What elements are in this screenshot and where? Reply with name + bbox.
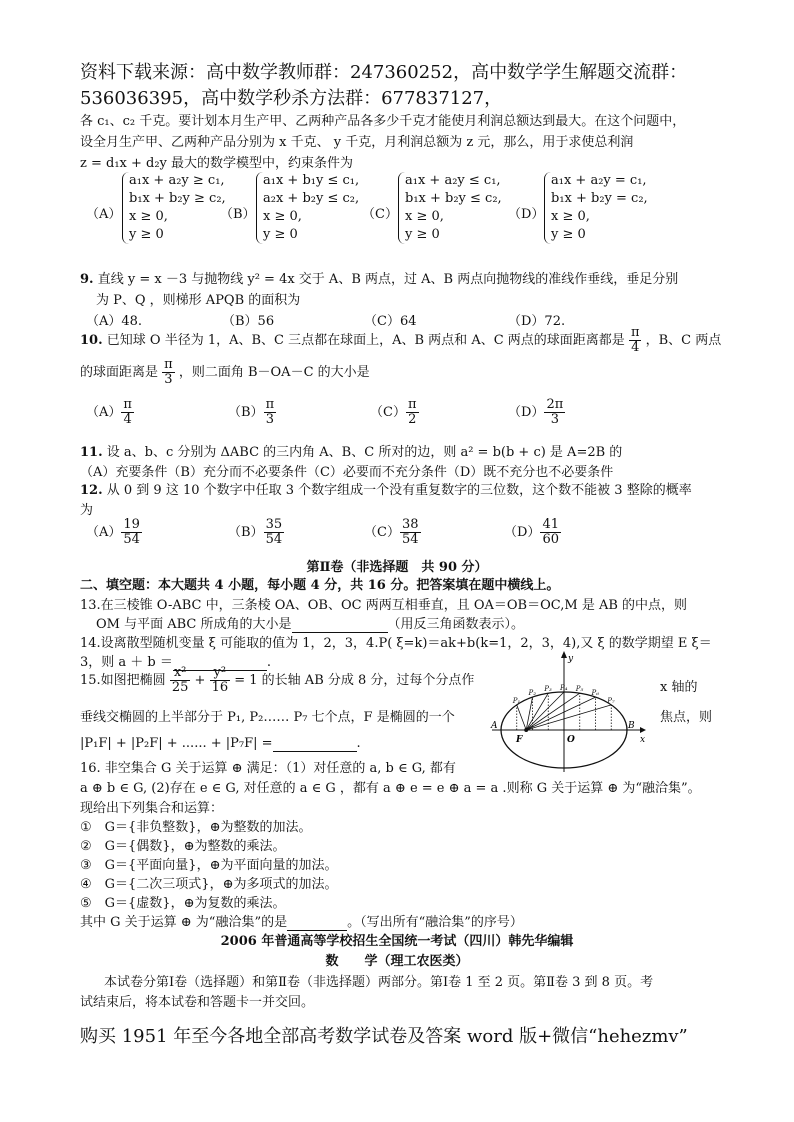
q15-fraction-y <box>210 666 231 695</box>
header-line-2: 536036395，高中数学秒杀方法群：677837127， <box>80 88 503 109</box>
exam-intro-line-1: 本试卷分第Ⅰ卷（选择题）和第Ⅱ卷（非选择题）两部分。第Ⅰ卷 1 至 2 页。第Ⅱ卷 3 到 8 页。考 <box>104 975 654 990</box>
option-fraction <box>540 518 561 547</box>
q8-option-b-system <box>256 172 359 244</box>
option-fraction <box>264 398 277 427</box>
numerator: π <box>630 325 640 340</box>
q8-option-d-label: （D） <box>508 207 545 222</box>
header-line-1: 资料下载来源：高中数学教师群：247360252，高中数学学生解题交流群： <box>80 62 688 83</box>
numerator: π <box>265 397 275 412</box>
part-2-title: 第Ⅱ卷（非选择题 共 90 分） <box>306 560 488 575</box>
q16-line-2: a ⊕ b ∈ G, (2)存在 e ∈ G, 对任意的 a ∈ G ，都有 a ⊕ e = e ⊕ a = a .则称 G 关于运算 ⊕ 为“融洽集”。 <box>80 781 701 796</box>
q8-c-row: b₁x + b₂y ≤ c₂, <box>405 191 502 206</box>
numerator: 38 <box>401 517 419 532</box>
q8-a-row: y ≥ 0 <box>129 227 164 242</box>
q10-fraction-1 <box>629 326 642 355</box>
q10-option-b <box>228 398 276 427</box>
q15-answer-blank[interactable] <box>273 736 357 752</box>
point-label-p4: P₄ <box>560 684 568 692</box>
q8-c-row: x ≥ 0, <box>405 209 444 224</box>
q16-item-5: ⑤ G＝{虚数}，⊕为复数的乘法。 <box>80 896 286 911</box>
denominator: 3 <box>265 412 274 427</box>
q10-option-a <box>86 398 134 427</box>
q15-text-c: x 轴的 <box>660 680 698 695</box>
q16-item-3: ③ G＝{平面向量}，⊕为平面向量的加法。 <box>80 858 338 873</box>
q8-c-row: a₁x + a₂y ≤ c₁, <box>405 173 501 188</box>
q12-line-1 <box>80 479 692 498</box>
option-label: （C） <box>364 525 400 540</box>
q8-a-row: a₁x + a₂y ≥ c₁, <box>129 173 225 188</box>
point-label-p1: P₁ <box>512 696 521 705</box>
option-fraction <box>406 398 419 427</box>
q15-fraction-x <box>170 666 191 695</box>
q8-option-b-label: （B） <box>220 207 256 222</box>
q16-item-4: ④ G＝{二次三项式}，⊕为多项式的加法。 <box>80 877 338 892</box>
q10-line-2 <box>80 358 370 387</box>
q16-item-2: ② G＝{偶数}，⊕为整数的乘法。 <box>80 839 286 854</box>
q16-text-b: 。（写出所有“融洽集”的序号） <box>347 915 523 930</box>
q15-text-b: = 1 的长轴 AB 分成 8 分，过每个分点作 <box>234 673 475 688</box>
numerator: 19 <box>123 517 140 532</box>
q16-item-1: ① G＝{非负整数}，⊕为整数的加法。 <box>80 820 312 835</box>
q15-period: . <box>356 736 361 751</box>
point-label-p2: P₂ <box>528 689 537 698</box>
q15-plus: + <box>194 673 206 688</box>
q8-option-c-system <box>398 172 502 244</box>
q12-option-a <box>86 518 142 547</box>
fill-in-section-heading: 二、填空题：本大题共 4 小题，每小题 4 分，共 16 分。把答案填在题中横线上。 <box>80 578 560 593</box>
option-label: （A） <box>86 525 122 540</box>
q8-b-row: y ≥ 0 <box>263 227 298 242</box>
exam-intro-line-2: 试结束后，将本试卷和答题卡一并交回。 <box>80 995 315 1010</box>
q9-option-a: （A）48. <box>86 314 143 329</box>
denominator: 25 <box>171 680 189 695</box>
denominator: 60 <box>542 532 559 547</box>
q14-text-b: . <box>266 655 272 670</box>
option-label: （B） <box>228 405 264 420</box>
q10-line-1 <box>80 326 721 355</box>
q8-b-row: a₂x + b₂y ≤ c₂, <box>263 191 360 206</box>
q8-line-3: z = d₁x + d₂y 最大的数学模型中，约束条件为 <box>80 156 354 171</box>
q9-option-d: （D）72. <box>508 314 566 329</box>
q8-option-a-system <box>122 172 226 244</box>
denominator: 4 <box>123 412 132 427</box>
focal-segment <box>517 705 526 730</box>
q8-d-row: a₁x + a₂y = c₁, <box>551 173 647 188</box>
q12-number: 12. <box>80 483 103 498</box>
q16-line-3: 现给出下列集合和运算： <box>80 801 224 816</box>
label-b: B <box>628 721 635 731</box>
footer-ad: 购买 1951 年至今各地全部高考数学试卷及答案 word 版+微信“hehezmv” <box>80 1026 688 1047</box>
q13-text-b: （用反三角函数表示）。 <box>387 617 525 632</box>
option-label: （A） <box>86 405 122 420</box>
option-fraction <box>121 518 142 547</box>
x-axis-arrow <box>640 727 646 733</box>
q12-option-d <box>504 518 561 547</box>
q10-text-d: ，则二面角 B－OA－C 的大小是 <box>178 365 370 380</box>
q8-b-row: a₁x + b₁y ≤ c₁, <box>263 173 360 188</box>
q15-line-1 <box>80 666 474 695</box>
q8-b-row: x ≥ 0, <box>263 209 302 224</box>
q13-text-a: OM 与平面 ABC 所成角的大小是 <box>96 617 292 632</box>
q10-text-b: ，B、C 两点 <box>645 333 722 348</box>
q10-option-d <box>508 398 565 427</box>
option-label: （D） <box>504 525 541 540</box>
option-fraction <box>544 398 565 427</box>
numerator: π <box>164 357 173 372</box>
q12-line-2: 为 <box>80 503 94 518</box>
q16-line-1: 16. 非空集合 G 关于运算 ⊕ 满足：（1）对任意的 a, b ∈ G, 都有 <box>80 761 456 776</box>
q9-option-c: （C）64 <box>364 314 417 329</box>
q8-d-row: b₁x + b₂y = c₂, <box>551 191 648 206</box>
q10-text-c: 的球面距离是 <box>80 365 159 380</box>
denominator: 54 <box>123 532 140 547</box>
numerator: y² <box>210 666 231 681</box>
numerator: x² <box>170 666 191 681</box>
q9-option-b: （B）56 <box>222 314 275 329</box>
label-a: A <box>491 721 498 731</box>
label-x: x <box>640 735 646 745</box>
q14-text-a: 3，则 a ＋ b ＝ <box>80 655 173 670</box>
q10-number: 10. <box>80 333 103 348</box>
denominator: 54 <box>265 532 283 547</box>
denominator: 16 <box>211 680 229 695</box>
denominator: 2 <box>408 412 417 427</box>
point-label-p7: P₇ <box>607 696 615 705</box>
focus-point <box>525 728 528 731</box>
q9-text: 直线 y = x －3 与抛物线 y² = 4x 交于 A、B 两点，过 A、B 两点向抛物线的准线作垂线，垂足分别 <box>97 272 679 287</box>
point-label-p3: P₃ <box>544 685 552 694</box>
q13-line-2 <box>96 613 524 633</box>
q16-answer-blank[interactable] <box>287 915 347 931</box>
y-axis-arrow <box>561 651 567 658</box>
q9-line-1 <box>80 268 678 287</box>
numerator: 2π <box>546 397 564 412</box>
q8-a-row: b₁x + b₂y ≥ c₂, <box>129 191 226 206</box>
q8-d-row: x ≥ 0, <box>551 209 590 224</box>
q11-line-2: （A）充要条件（B）充分而不必要条件（C）必要而不充分条件（D）既不充分也不必要条件 <box>80 465 614 480</box>
q12-option-b <box>228 518 284 547</box>
label-y: y <box>568 654 574 664</box>
q13-answer-blank[interactable] <box>292 617 388 633</box>
denominator: 54 <box>401 532 419 547</box>
q16-last-line <box>80 911 523 931</box>
option-fraction <box>121 398 134 427</box>
point-label-p6: P₆ <box>591 689 600 698</box>
denominator: 4 <box>631 340 640 355</box>
q8-line-1: 各 c₁、c₂ 千克。要计划本月生产甲、乙两种产品各多少千克才能使月利润总额达到最大。在这个问题中， <box>80 114 686 129</box>
exam-title: 2006 年普通高等学校招生全国统一考试（四川）韩先华编辑 <box>220 934 574 949</box>
q8-d-row: y ≥ 0 <box>551 227 586 242</box>
option-label: （C） <box>370 405 406 420</box>
label-f: F <box>516 735 523 745</box>
numerator: π <box>407 397 417 412</box>
option-fraction <box>264 518 285 547</box>
q15-sum-expression: |P₁F| + |P₂F| + ...... + |P₇F| = <box>80 736 273 751</box>
numerator: 41 <box>542 517 559 532</box>
q9-line-2: 为 P、Q ，则梯形 APQB 的面积为 <box>96 293 301 308</box>
label-o: O <box>567 735 575 745</box>
q15-line-2-end: 焦点，则 <box>660 710 713 725</box>
q10-option-c <box>370 398 419 427</box>
denominator: 3 <box>164 372 173 387</box>
q11-number: 11. <box>80 445 103 460</box>
q8-option-a-label: （A） <box>86 207 122 222</box>
denominator: 3 <box>550 412 559 427</box>
q15-line-3 <box>80 736 361 752</box>
ellipse-figure <box>490 650 650 775</box>
q10-text-a: 已知球 O 半径为 1，A、B、C 三点都在球面上，A、B 两点和 A、C 两点的球面距离都是 <box>106 333 625 348</box>
q8-line-2: 设全月生产甲、乙两种产品分别为 x 千克、 y 千克，月利润总额为 z 元，那么，用于求使总利润 <box>80 135 634 150</box>
focal-segment <box>526 697 595 730</box>
numerator: 35 <box>265 517 283 532</box>
q16-text-a: 其中 G 关于运算 ⊕ 为“融洽集”的是 <box>80 915 288 930</box>
q8-a-row: x ≥ 0, <box>129 209 168 224</box>
q13-line-1: 13.在三棱锥 O-ABC 中，三条棱 OA、OB、OC 两两互相垂直，且 OA＝OB＝OC,M 是 AB 的中点，则 <box>80 598 688 613</box>
option-fraction <box>400 518 421 547</box>
q9-number: 9. <box>80 272 94 287</box>
q10-fraction-2 <box>162 358 175 387</box>
focal-segment <box>526 693 580 730</box>
q8-option-d-system <box>544 172 648 244</box>
option-label: （D） <box>508 405 545 420</box>
exam-subject: 数 学（理工农医类） <box>325 954 469 969</box>
q11-text: 设 a、b、c 分别为 ΔABC 的三内角 A、B、C 所对的边，则 a² = b(b + c) 是 A=2B 的 <box>106 445 623 460</box>
point-labels <box>512 684 615 705</box>
q11-line-1 <box>80 441 622 460</box>
numerator: π <box>123 397 132 412</box>
option-label: （B） <box>228 525 264 540</box>
q8-option-c-label: （C） <box>362 207 398 222</box>
q8-c-row: y ≥ 0 <box>405 227 440 242</box>
point-label-p5: P₅ <box>575 685 584 694</box>
q12-text: 从 0 到 9 这 10 个数字中任取 3 个数字组成一个没有重复数字的三位数，这个数不能被 3 整除的概率 <box>106 483 692 498</box>
q12-option-c <box>364 518 421 547</box>
q14-line-1: 14.设离散型随机变量 ξ 可能取的值为 1，2，3，4.P( ξ=k)＝ak+b(k=1，2，3，4),又 ξ 的数学期望 E ξ＝ <box>80 636 712 651</box>
q15-text-a: 15.如图把椭圆 <box>80 673 166 688</box>
q15-line-2: 垂线交椭圆的上半部分于 P₁, P₂…… P₇ 七个点，F 是椭圆的一个 <box>80 710 455 725</box>
